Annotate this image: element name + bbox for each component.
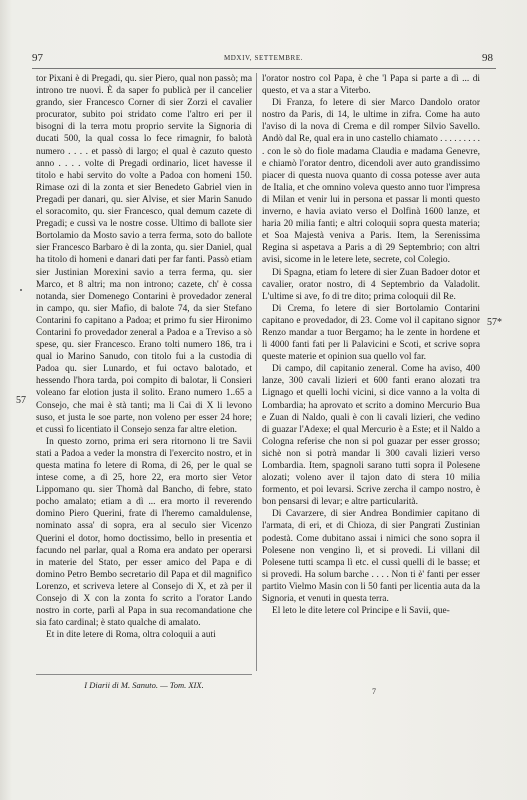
paragraph: Di Franza, fo letere di sier Marco Dandolo orator nostro da Paris, di 14, le ultime in zifra. Come ha auto l'aviso di la nova di Crema e dil romper Silvio Savello. Andò dal Re, qual era in uno castello chiamato . . . . . . . . . . con le sò do fiole madama Claudia e madama Genevre, e chiamò l'orator dentro, dicendoli aver auto grandissimo piacer di questa nuova quanto di cossa potesse aver auta de Italia, et che omnino voleva questo anno tuor l'impresa di Milan et venir lui in persona et passar li monti questo inverno, e havia aviato verso el Dolfinà 1600 lanze, et haria 20 milia fanti; e altri coloquii sopra questa materia; et Soa Majestà veniva a Paris. Item, la Serenissima Regina si aspetava a Paris a dì 29 Septembrio; con altri avisi, sicome in le letere lete, secrete, col Colegio. xyxy=(262,98,480,266)
paragraph: l'orator nostro col Papa, è che 'l Papa si parte a dì ... di questo, et va a star a Viterbo. xyxy=(262,74,480,97)
paragraph: Et in dite letere di Roma, oltra coloquii a auti xyxy=(46,630,216,641)
paragraph: Di Cavarzere, di sier Andrea Bondimier capitano di l'armata, di eri, et di Chioza, di sier Pangrati Zustinian podestà. Come dubitano assai i nimici che sono sopra il Polesene non vengino lì, et si provedi. Li villani dil Polesene tutti scampa lì etc. el cussì quelli di le basse; et si provedi. Ha solum barche . . . . Non ti è' fanti per esser partito Vielmo Masin con li 50 fanti per licentia auta da la Signoria, et venuti in questa terra. xyxy=(262,509,480,605)
margin-number-left: 57 xyxy=(16,395,26,406)
header-rule xyxy=(32,68,496,69)
footer-title: I Diarii di M. Sanuto. — Tom. XIX. xyxy=(84,680,204,690)
right-column xyxy=(262,73,480,617)
paragraph: El leto le dite letere col Principe e li Savii, que- xyxy=(272,606,450,617)
page-header xyxy=(0,52,527,66)
margin-number-right: 57* xyxy=(487,317,502,328)
page-number-right: 98 xyxy=(482,52,493,64)
paragraph: tor Pixani è di Pregadi, qu. sier Piero, qual non passò; ma introno tre nuovi. È da saper fo publicà per il cancelier grando, sier Francesco Corner di sier Zorzi el cavalier procurator, subito poi stridato come l'altro eri per il bisogni di la terra motu proprio servite la Signoria di ducati 500, la qual cossa lo fece rimagnir, fo balotà numero . . . . et passò di largo; el qual è cazuto questo anno . . . . volte di Pregadi ordinario, licet havesse il titolo e habi servito do volte a Padoa con homeni 150. Rimase ozi di la zonta et sier Benedeto Gabriel vien in Pregadi per danari, qu. sier Alvise, et sier Marin Sanudo el soracomito, qu. sier Francesco, qual demum cazete di Pregadi; e cussì va le nostre cosse. Ultimo di ballote sier Bortolamio da Mosto savio a terra ferma, soto do ballote sier Francesco Barbaro è di la zonta, qu. sier Daniel, qual ha titolo di homeni e danari dati per far fanti. Passò etiam sier Justinian Morexini savio a terra ferma, qu. sier Marco, et 8 altri; ma non introno; cazete, ch' è cossa notanda, sier Domenego Contarini è provedador zeneral in campo, qu. sier Mafio, di balote 74, da sier Stefano Contarini fo capitano a Padoa; et primo fu sier Hironimo Contarini fo provedador zeneral a Padoa e a Treviso a sò spese, qu. sier Francesco. Erano tolti numero 186, tra i qual io Marino Sanudo, con titolo fui a la custodia di Padoa qu. sier Lunardo, et fui octavo balotado, et hessendo l'hora tarda, poi compito di balotar, li Consieri voleano far elotion justa il solito. Erano numero 1..65 a Consejo, che mai è stà tanti; ma li Cai di X li levono suso, et justa le soe parte, non voleno per esser 24 hore; et cussì fo licentiato il Consejo senza far altre eletion. xyxy=(36,74,252,435)
left-column xyxy=(36,73,252,641)
paragraph: In questo zorno, prima eri sera ritornono li tre Savii stati a Padoa a veder la monstra di l'exercito nostro, et in questa matina fo letere di Roma, di 26, per le qual se intese come, a dì 25, hore 22, era morto sier Vetor Lippomano qu. sier Thomà dal Bancho, di febre, stato pocho amalato; etiam a dì ... era morto il reverendo domino Piero Querini, frate di l'heremo camaldulense, nominato assa' di sopra, era al seculo sier Vicenzo Querini el dotor, homo doctissimo, bello in presentia et facundo nel parlar, qual a Roma era andato per operarsi in materie del Stato, per esser amico del Papa e di domino Petro Bembo secretario dil Papa et dil magnifico Lorenzo, et scriveva letere al Consejo di X, et zà per il Consejo di X con la zonta fo scrito a l'orator Lando nostro in corte, parlì al Papa in sua recomandatione che sia fato cardinal; è stato qualche di amalato. xyxy=(36,436,252,629)
page-number-left: 97 xyxy=(32,52,43,64)
paragraph: Di Spagna, etiam fo letere di sier Zuan Badoer dotor et cavalier, orator nostro, di 4 Septembrio da Valadolit. L'ultime si ave, fo di tre dito; prima coloquii dil Re. xyxy=(262,267,480,302)
margin-mark xyxy=(20,289,22,291)
paragraph: Di campo, dil capitanio zeneral. Come ha aviso, 400 lanze, 300 cavali lizieri et 600 fanti erano alozati tra Lignago et quelli lochi vicini, si dice vanno a la volta di Lombardia; ha aprovato et scrito a domino Mercurio Bua e Zuan di Naldo, quali è con li cavali lizieri, che vedino di guazar l'Adexe; el qual Mercurio è a Este; et il Naldo a Cologna referise che non si pol guazar per esser grosso; sichè non si potrà mandar li 300 cavali lizieri verso Lombardia. Item, spagnoli sarano tutti sopra il Polesene alozati; voleno aver il tajon dato di stera 10 milia formento, et poi levarsi. Scrive zercha il campo nostro, è bon pensarsi di levar; e altre particularità. xyxy=(262,364,480,508)
footer-rule xyxy=(36,674,252,675)
column-divider xyxy=(256,73,257,671)
signature-mark: 7 xyxy=(372,687,376,696)
running-title: MDXIV, SETTEMBRE. xyxy=(223,54,304,62)
paragraph: Di Crema, fo letere di sier Bortolamio Contarini capitano e provedador, di 23. Come vol il capitano signor Renzo mandar a tuor Bergamo; ha le zente in hordene et li 4000 fanti fati per li Palavicini e Scoti, et scrive sopra queste materie et opinion sua quello vol far. xyxy=(262,303,480,363)
